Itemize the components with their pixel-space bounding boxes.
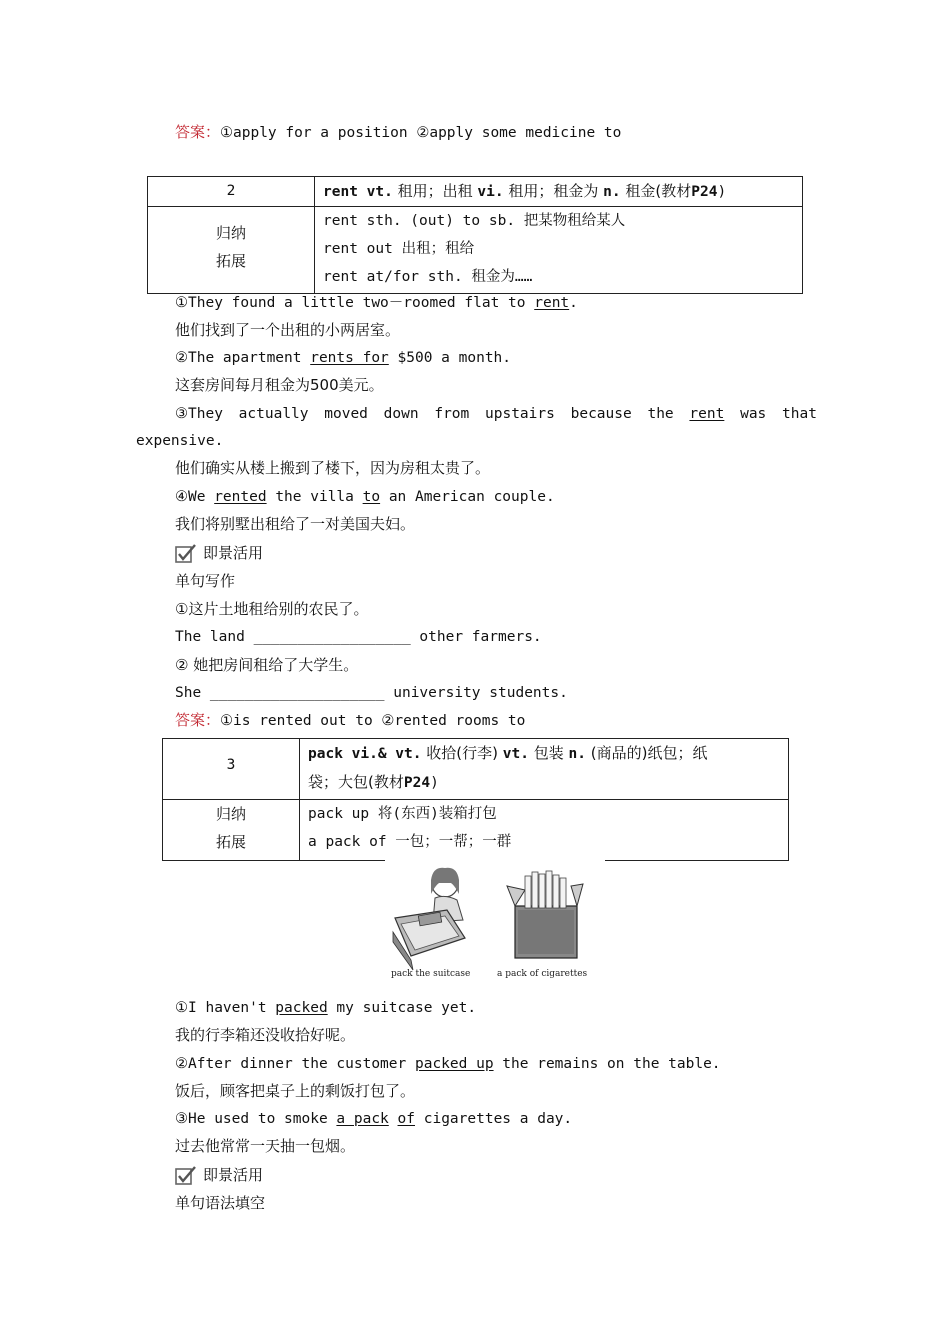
exercise-blank: She ____________________ university students. xyxy=(175,685,568,701)
example-translation: 饭后，顾客把桌子上的剩饭打包了。 xyxy=(175,1082,416,1100)
exercise-type: 单句写作 xyxy=(175,572,236,590)
vocab-table-pack xyxy=(162,738,789,861)
exercise-question: ①这片土地租给别的农民了。 xyxy=(175,600,369,618)
entry-headword: rent vt. 租用；出租 vi. 租用；租金为 n. 租金(教材P24) xyxy=(315,177,803,207)
entry-label: 归纳 拓展 xyxy=(163,800,300,861)
figure-caption-left: pack the suitcase xyxy=(391,969,471,979)
entry-number: 2 xyxy=(148,177,315,207)
checkmark-icon xyxy=(175,544,197,564)
example-translation: 我的行李箱还没收拾好呢。 xyxy=(175,1026,356,1044)
checkmark-icon xyxy=(175,1166,197,1186)
example-translation: 他们确实从楼上搬到了楼下，因为房租太贵了。 xyxy=(175,459,491,477)
example-sentence: ③He used to smoke a pack of cigarettes a day. xyxy=(175,1111,573,1127)
example-sentence: ②The apartment rents for $500 a month. xyxy=(175,350,512,366)
entry-headword: pack vi.& vt. 收拾(行李) vt. 包装 n. (商品的)纸包；纸 袋；大包(教材P24) xyxy=(300,739,789,800)
example-translation: 过去他常常一天抽一包烟。 xyxy=(175,1137,356,1155)
entry-expansions: rent sth. (out) to sb. 把某物租给某人 rent out 出租；租给 rent at/for sth. 租金为…… xyxy=(315,207,803,294)
exercise-blank: The land __________________ other farmers. xyxy=(175,629,542,645)
example-sentence: ①They found a little two－roomed flat to rent. xyxy=(175,295,578,311)
figure-caption-right: a pack of cigarettes xyxy=(497,969,588,979)
entry-number: 3 xyxy=(163,739,300,800)
answer-line xyxy=(175,122,621,143)
example-translation: 他们找到了一个出租的小两居室。 xyxy=(175,321,401,339)
answer-text: ①is rented out to ②rented rooms to xyxy=(220,713,526,729)
example-sentence: ①I haven't packed my suitcase yet. xyxy=(175,1000,477,1016)
answer-label: 答案： xyxy=(175,711,221,729)
vocab-table-rent xyxy=(147,176,803,294)
answer-line xyxy=(175,710,525,731)
example-sentence: ②After dinner the customer packed up the remains on the table. xyxy=(175,1056,721,1072)
exercise-type: 单句语法填空 xyxy=(175,1194,266,1212)
section-heading: 即景活用 xyxy=(175,543,263,564)
example-translation: 这套房间每月租金为500美元。 xyxy=(175,376,384,394)
example-sentence-continuation: expensive. xyxy=(136,433,224,449)
entry-label: 归纳 拓展 xyxy=(148,207,315,294)
example-sentence: ③They actually moved down from upstairs because the rent was that xyxy=(175,406,817,422)
exercise-question: ② 她把房间租给了大学生。 xyxy=(175,656,359,674)
answer-label: 答案： xyxy=(175,123,221,141)
pack-illustration xyxy=(385,856,605,986)
example-translation: 我们将别墅出租给了一对美国夫妇。 xyxy=(175,515,416,533)
entry-expansions: pack up 将(东西)装箱打包 a pack of 一包；一帮；一群 xyxy=(300,800,789,861)
section-heading: 即景活用 xyxy=(175,1165,263,1186)
example-sentence: ④We rented the villa to an American couple. xyxy=(175,489,555,505)
answer-text: ①apply for a position ②apply some medicine to xyxy=(220,125,622,141)
